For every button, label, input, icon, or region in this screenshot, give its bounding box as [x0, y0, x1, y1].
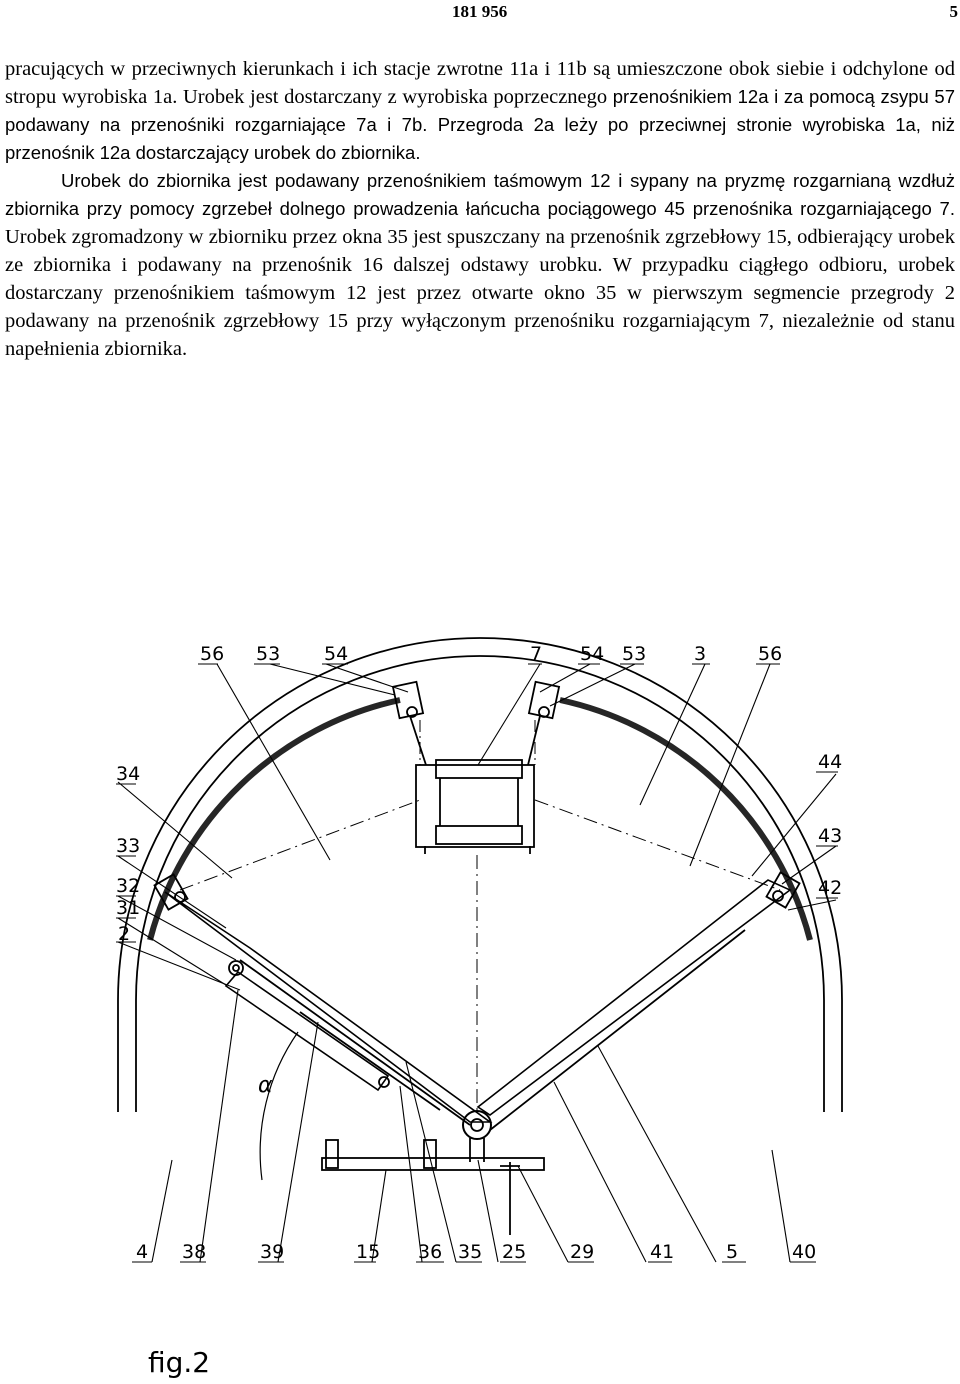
label-top: 53 [622, 643, 647, 665]
figure-caption: fig.2 [148, 1346, 211, 1379]
text-span: Urobek zgromadzony w zbiorniku przez okna 35 jest spuszczany na przenośnik zgrzebłowy 15, odbierający urobek ze zbiornika i podawany na przenośnik 16 dalszej odstawy urobku. W przypadku ciągłego odbioru, urobek dostarczany przenośnikiem taśmowym 12 jest przez otwarte okno 35 w pierwszym segmencie przegrody 2 podawany na przenośnik zgrzebłowy 15 przy wyłączonym przenośniku rozgarniającym 7, niezależnie od stanu napełnienia zbiornika. [5, 226, 955, 360]
label-bottom: 36 [418, 1241, 443, 1263]
angle-arc [260, 1032, 298, 1180]
angle-label: α [258, 1073, 273, 1098]
label-left: 32 [116, 875, 141, 897]
label-left: 33 [116, 835, 141, 857]
label-top: 54 [324, 643, 349, 665]
hanger-right [529, 682, 559, 718]
partition-right [478, 880, 790, 1115]
label-bottom: 29 [570, 1241, 595, 1263]
text-span: pracujących w przeciwnych kierunkach i ich stacje zwrotne 11a i 11b są umieszczone obok siebie i odchylone od stropu wyrobiska 1a. Urobek jest dostarczany z wyrobiska poprzecznego [5, 58, 955, 108]
label-right: 44 [818, 751, 843, 773]
label-bottom: 5 [726, 1241, 739, 1263]
body-text [5, 55, 955, 363]
partition-left [165, 892, 490, 1122]
label-top: 54 [580, 643, 605, 665]
label-bottom: 15 [356, 1241, 381, 1263]
label-top: 7 [530, 643, 543, 665]
text-span: przenośnikiem 12a i za pomocą zsypu 57 podawany na przenośniki rozgarniające 7a i 7b. Przegroda 2a leży po przeciwnej stronie wyrobiska 1a, niż przenośnik 12a dostarczający urobek do zbiornika. [5, 86, 955, 163]
arch-inner [136, 656, 824, 1112]
arch-outer [118, 638, 842, 1112]
label-left: 31 [116, 897, 141, 919]
label-bottom: 40 [792, 1241, 817, 1263]
label-bottom: 39 [260, 1241, 285, 1263]
label-left: 2 [118, 923, 131, 945]
label-top: 56 [758, 643, 783, 665]
label-bottom: 41 [650, 1241, 675, 1263]
label-bottom: 25 [502, 1241, 527, 1263]
label-top: 3 [694, 643, 707, 665]
technical-drawing [0, 600, 960, 1384]
page-number: 181 956 [452, 2, 508, 21]
label-bottom: 35 [458, 1241, 483, 1263]
label-top: 53 [256, 643, 281, 665]
label-bottom: 38 [182, 1241, 207, 1263]
label-right: 43 [818, 825, 843, 847]
paragraph-2 [5, 167, 955, 363]
page-header [0, 0, 960, 24]
label-left: 34 [116, 763, 141, 785]
column-number: 5 [949, 2, 958, 21]
paragraph-1 [5, 55, 955, 167]
text-span: Urobek do zbiornika jest podawany przenośnikiem taśmowym 12 i sypany na pryzmę rozgarnianą wzdłuż zbiornika przy pomocy zgrzebeł dolnego prowadzenia łańcucha pociągowego 45 przenośnika rozgarniającego 7. [5, 170, 955, 219]
label-top: 56 [200, 643, 225, 665]
label-bottom: 4 [136, 1241, 149, 1263]
hinge [463, 1111, 491, 1139]
label-right: 42 [818, 877, 843, 899]
